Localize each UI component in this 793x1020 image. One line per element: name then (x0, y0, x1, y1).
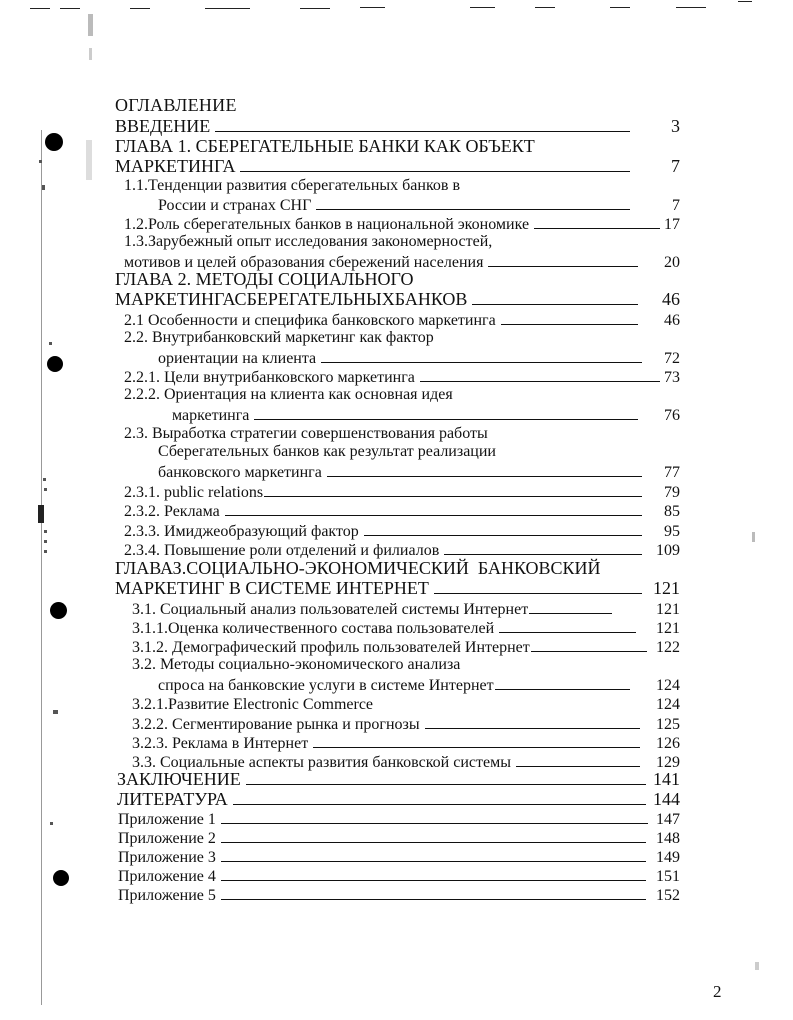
toc-leader-line (488, 251, 638, 267)
toc-entry-text: 2.2. Внутрибанковский маркетинг как фактор (124, 329, 434, 346)
toc-entry[interactable] (124, 176, 460, 196)
toc-entry-page: 126 (656, 735, 680, 752)
toc-entry-text: Приложение 3 (118, 849, 216, 866)
toc-entry[interactable] (115, 116, 680, 136)
toc-entry[interactable] (124, 309, 680, 329)
toc-leader-line (327, 461, 642, 477)
toc-entry[interactable] (132, 713, 680, 733)
toc-entry[interactable] (132, 598, 680, 618)
toc-entry[interactable] (132, 636, 680, 656)
toc-leader-line (444, 539, 642, 555)
toc-entry-text: 2.3.1. public relations (124, 484, 264, 501)
scan-speck (44, 488, 47, 491)
toc-entry[interactable] (124, 251, 680, 271)
scan-speck (44, 540, 47, 543)
toc-entry[interactable] (115, 578, 680, 598)
toc-entry-text: 3.1.1.Оценка количественного состава пользователей (132, 620, 495, 637)
page-title: ОГЛАВЛЕНИЕ (115, 95, 237, 115)
binding-edge-line (41, 130, 42, 1005)
toc-leader-line (215, 116, 630, 132)
toc-entry[interactable] (124, 520, 680, 540)
scan-edge-line (738, 1, 752, 2)
scan-speck (43, 478, 46, 481)
toc-leader-line (495, 674, 630, 690)
toc-entry-text: 3.2. Методы социально-экономического анализа (132, 656, 461, 673)
toc-leader-line (240, 156, 630, 172)
scan-edge-line (676, 7, 706, 8)
toc-leader-line (499, 617, 636, 633)
toc-entry[interactable] (124, 328, 434, 348)
toc-entry-page: 7 (672, 197, 680, 214)
toc-entry-text: МАРКЕТИНГ В СИСТЕМЕ ИНТЕРНЕТ (115, 578, 429, 598)
toc-entry-text: 3.2.2. Сегментирование рынка и прогнозы (132, 716, 420, 733)
scan-speck (86, 140, 92, 180)
toc-leader-line (221, 884, 646, 900)
toc-entry-page: 141 (653, 769, 680, 789)
toc-entry-page: 122 (656, 639, 680, 656)
toc-entry-page: 121 (656, 620, 680, 637)
toc-entry-text: 3.3. Социальные аспекты развития банковской системы (132, 754, 511, 771)
toc-leader-line (434, 578, 642, 594)
toc-leader-line (246, 769, 646, 785)
toc-entry[interactable] (115, 269, 413, 289)
toc-entry-text: ВВЕДЕНИЕ (115, 116, 211, 136)
punch-hole-dot (45, 133, 63, 151)
punch-hole-dot (53, 870, 69, 886)
toc-leader-line (516, 751, 640, 767)
toc-entry-page: 149 (656, 849, 680, 866)
toc-entry-page: 109 (656, 542, 680, 559)
scan-speck (89, 48, 92, 60)
toc-entry-text: мотивов и целей образования сбережений населения (124, 254, 484, 271)
scan-speck (44, 530, 47, 533)
toc-leader-line (221, 846, 646, 862)
toc-entry-text: 2.3. Выработка стратегии совершенствования работы (124, 425, 488, 442)
toc-entry-text: Приложение 5 (118, 887, 216, 904)
toc-entry-text: 3.2.1.Развитие Electronic Commerce (132, 696, 374, 713)
toc-entry[interactable] (172, 404, 680, 424)
scan-speck (49, 342, 52, 345)
page-number: 2 (713, 982, 722, 1001)
toc-entry[interactable] (115, 558, 601, 578)
scan-edge-line (30, 8, 50, 9)
toc-entry-page: 7 (671, 156, 680, 176)
toc-entry-text: 2.3.4. Повышение роли отделений и филиалов (124, 542, 440, 559)
toc-entry[interactable] (115, 136, 535, 156)
toc-entry[interactable] (118, 884, 680, 904)
scan-speck (42, 185, 45, 190)
scan-edge-line (535, 7, 555, 8)
toc-entry-page: 121 (656, 601, 680, 618)
toc-leader-line (529, 598, 612, 614)
toc-entry[interactable] (132, 751, 680, 771)
toc-entry-page: 148 (656, 830, 680, 847)
toc-entry[interactable] (118, 865, 680, 885)
toc-entry[interactable] (158, 347, 680, 367)
toc-leader-line (321, 347, 642, 363)
toc-entry-page: 124 (656, 696, 680, 713)
toc-entry-text: ЛИТЕРАТУРА (117, 789, 228, 809)
toc-entry[interactable] (158, 194, 680, 214)
toc-entry-page: 46 (664, 312, 680, 329)
toc-leader-line (254, 404, 638, 420)
toc-leader-line (531, 636, 647, 652)
toc-leader-line (425, 713, 640, 729)
scan-speck (39, 160, 42, 163)
toc-entry[interactable] (124, 213, 680, 233)
toc-entry-text: 2.1 Особенности и специфика банковского маркетинга (124, 312, 496, 329)
toc-entry-page: 95 (664, 523, 680, 540)
punch-hole-dot (50, 602, 67, 619)
toc-entry-text: России и странах СНГ (158, 197, 312, 214)
toc-entry-text: ГЛАВА 1. СБЕРЕГАТЕЛЬНЫЕ БАНКИ КАК ОБЪЕКТ (115, 136, 535, 156)
toc-entry-page: 129 (656, 754, 680, 771)
punch-hole-dot (47, 356, 63, 372)
toc-leader-line (472, 289, 638, 305)
toc-entry[interactable] (158, 674, 680, 694)
scan-edge-line (470, 7, 495, 8)
toc-leader-line (233, 789, 646, 805)
scan-speck (53, 710, 58, 714)
toc-leader-line (225, 500, 642, 516)
toc-entry-text: маркетинга (172, 407, 250, 424)
toc-leader-line (221, 827, 646, 843)
toc-entry[interactable] (132, 655, 460, 675)
toc-entry-text: ориентации на клиента (158, 350, 317, 367)
toc-entry-text: 1.2.Роль сберегательных банков в национальной экономике (124, 216, 530, 233)
toc-entry-page: 124 (656, 677, 680, 694)
toc-entry-page: 147 (656, 811, 680, 828)
toc-entry[interactable] (115, 289, 680, 309)
toc-entry-text: 1.1.Тенденции развития сберегательных банков в (124, 177, 461, 194)
scan-speck (88, 14, 93, 36)
toc-entry-text: 2.2.2. Ориентация на клиента как основная идея (124, 386, 453, 403)
toc-entry-page: 144 (653, 789, 680, 809)
toc-entry-page: 76 (664, 407, 680, 424)
scan-edge-line (130, 8, 150, 9)
scan-speck (752, 532, 755, 542)
toc-entry-page: 79 (664, 484, 680, 501)
toc-entry[interactable] (118, 827, 680, 847)
toc-entry[interactable] (115, 156, 680, 176)
toc-entry[interactable] (124, 424, 488, 444)
toc-entry-page: 3 (671, 116, 680, 136)
scan-speck (755, 962, 759, 970)
toc-entry-text: ГЛАВАЗ.СОЦИАЛЬНО-ЭКОНОМИЧЕСКИЙ БАНКОВСКИЙ (115, 558, 601, 578)
toc-entry[interactable] (124, 232, 492, 252)
toc-entry[interactable] (117, 789, 680, 809)
toc-entry-text: ЗАКЛЮЧЕНИЕ (117, 769, 241, 789)
scan-speck (50, 822, 53, 825)
scan-edge-line (360, 7, 385, 8)
toc-entry-text: спроса на банковские услуги в системе Интернет (158, 677, 494, 694)
toc-entry[interactable] (124, 385, 453, 405)
toc-entry-text: Приложение 4 (118, 868, 216, 885)
toc-entry[interactable] (158, 461, 680, 481)
toc-leader-line (378, 693, 645, 709)
toc-entry-page: 73 (664, 369, 680, 386)
toc-entry[interactable] (158, 442, 496, 462)
toc-entry-text: 2.3.3. Имиджеобразующий фактор (124, 523, 359, 540)
toc-entry-page: 152 (656, 887, 680, 904)
toc-entry-text: 2.2.1. Цели внутрибанковского маркетинга (124, 369, 415, 386)
toc-entry-text: МАРКЕТИНГА (115, 156, 236, 176)
scan-speck (38, 505, 44, 523)
toc-entry-text: МАРКЕТИНГАСБЕРЕГАТЕЛЬНЫХБАНКОВ (115, 289, 468, 309)
toc-entry-page: 125 (656, 716, 680, 733)
toc-entry[interactable] (124, 500, 680, 520)
toc-leader-line (264, 481, 642, 497)
toc-entry-page: 85 (664, 503, 680, 520)
scan-speck (44, 550, 47, 553)
toc-entry[interactable] (118, 846, 680, 866)
scan-edge-line (205, 8, 250, 9)
toc-entry[interactable] (132, 732, 680, 752)
toc-entry-page: 72 (664, 350, 680, 367)
toc-entry[interactable] (124, 366, 680, 386)
toc-entry-text: 1.3.Зарубежный опыт исследования закономерностей, (124, 233, 493, 250)
scan-edge-line (300, 8, 330, 9)
toc-entry-text: 3.2.3. Реклама в Интернет (132, 735, 309, 752)
toc-entry-text: 3.1.2. Демографический профиль пользователей Интернет (132, 639, 530, 656)
toc-entry-text: Сберегательных банков как результат реализации (158, 443, 496, 460)
toc-entry-text: банковского маркетинга (158, 464, 322, 481)
toc-entry[interactable] (117, 769, 680, 789)
toc-entry-page: 151 (656, 868, 680, 885)
toc-entry-page: 121 (653, 578, 680, 598)
toc-entry-page: 46 (662, 289, 680, 309)
toc-leader-line (221, 808, 648, 824)
toc-entry-page: 17 (664, 216, 680, 233)
toc-entry-text: ГЛАВА 2. МЕТОДЫ СОЦИАЛЬНОГО (115, 269, 414, 289)
toc-leader-line (316, 194, 630, 210)
toc-entry-text: 2.3.2. Реклама (124, 503, 220, 520)
toc-entry[interactable] (118, 808, 680, 828)
toc-entry[interactable] (132, 693, 680, 713)
toc-entry[interactable] (124, 539, 680, 559)
toc-entry-page: 77 (664, 464, 680, 481)
toc-leader-line (534, 213, 660, 229)
scan-edge-line (610, 7, 630, 8)
toc-entry[interactable] (132, 617, 680, 637)
toc-leader-line (364, 520, 642, 536)
toc-leader-line (501, 309, 638, 325)
toc-entry-page: 20 (664, 254, 680, 271)
toc-leader-line (313, 732, 640, 748)
toc-entry-text: 3.1. Социальный анализ пользователей системы Интернет (132, 601, 529, 618)
toc-entry[interactable] (124, 481, 680, 501)
toc-entry-text: Приложение 2 (118, 830, 216, 847)
toc-entry-text: Приложение 1 (118, 811, 216, 828)
toc-leader-line (221, 865, 646, 881)
scan-edge-line (60, 8, 80, 9)
toc-leader-line (420, 366, 660, 382)
